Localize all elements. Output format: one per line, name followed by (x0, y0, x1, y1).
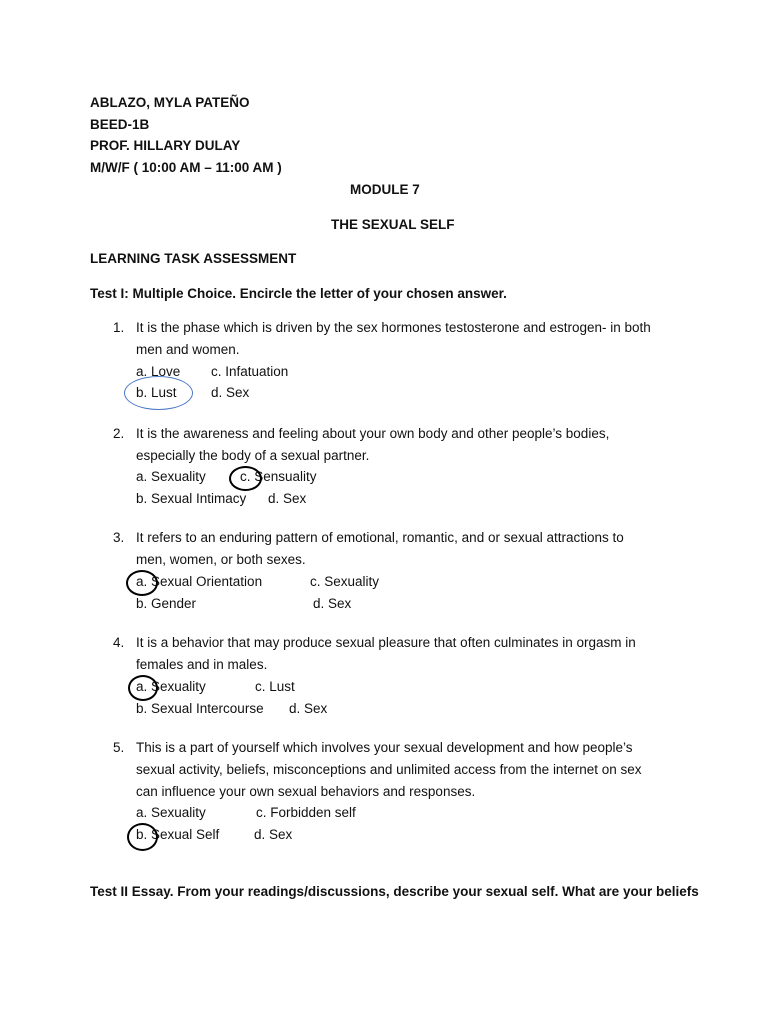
option-c: c. Lust (255, 679, 295, 694)
option-d: d. Sex (313, 596, 352, 611)
question-number: 4. (113, 635, 125, 650)
question-text: females and in males. (136, 657, 268, 672)
option-d: d. Sex (289, 701, 328, 716)
question-number: 1. (113, 320, 125, 335)
question-number: 2. (113, 426, 125, 441)
module-title: MODULE 7 (350, 182, 420, 197)
option-b: b. Sexual Intercourse (136, 701, 264, 716)
option-a: a. Sexuality (136, 805, 206, 820)
option-c: c. Sexuality (310, 574, 380, 589)
option-a: a. Love (136, 364, 181, 379)
course-section: BEED-1B (90, 117, 150, 132)
question-text: can influence your own sexual behaviors and responses. (136, 784, 476, 799)
question-text: It refers to an enduring pattern of emotional, romantic, and or sexual attractions to (136, 530, 624, 545)
question-text: It is the phase which is driven by the sex hormones testosterone and estrogen- in both (136, 320, 651, 335)
module-subtitle: THE SEXUAL SELF (331, 217, 455, 232)
question-text: especially the body of a sexual partner. (136, 448, 370, 463)
option-b: b. Gender (136, 596, 197, 611)
question-number: 5. (113, 740, 125, 755)
option-b: b. Sexual Intimacy (136, 491, 247, 506)
test1-instruction: Test I: Multiple Choice. Encircle the letter of your chosen answer. (90, 286, 507, 301)
question-text: This is a part of yourself which involves your sexual development and how people’s (136, 740, 633, 755)
section-title: LEARNING TASK ASSESSMENT (90, 251, 297, 266)
test2-instruction: Test II Essay. From your readings/discussions, describe your sexual self. What are your beliefs (90, 884, 699, 899)
option-d: d. Sex (268, 491, 307, 506)
question-number: 3. (113, 530, 125, 545)
option-a: a. Sexual Orientation (136, 574, 263, 589)
question-text: It is a behavior that may produce sexual pleasure that often culminates in orgasm in (136, 635, 636, 650)
question-text: men, women, or both sexes. (136, 552, 306, 567)
option-b: b. Lust (136, 385, 177, 400)
option-c: c. Sensuality (240, 469, 317, 484)
question-text: sexual activity, beliefs, misconceptions and unlimited access from the internet on sex (136, 762, 642, 777)
question-text: It is the awareness and feeling about your own body and other people’s bodies, (136, 426, 610, 441)
option-a: a. Sexuality (136, 679, 206, 694)
class-schedule: M/W/F ( 10:00 AM – 11:00 AM ) (90, 160, 282, 175)
professor-name: PROF. HILLARY DULAY (90, 138, 241, 153)
option-d: d. Sex (211, 385, 250, 400)
student-name: ABLAZO, MYLA PATEÑO (90, 95, 250, 110)
option-b: b. Sexual Self (136, 827, 220, 842)
question-text: men and women. (136, 342, 240, 357)
option-a: a. Sexuality (136, 469, 206, 484)
option-d: d. Sex (254, 827, 293, 842)
option-c: c. Infatuation (211, 364, 289, 379)
option-c: c. Forbidden self (256, 805, 356, 820)
